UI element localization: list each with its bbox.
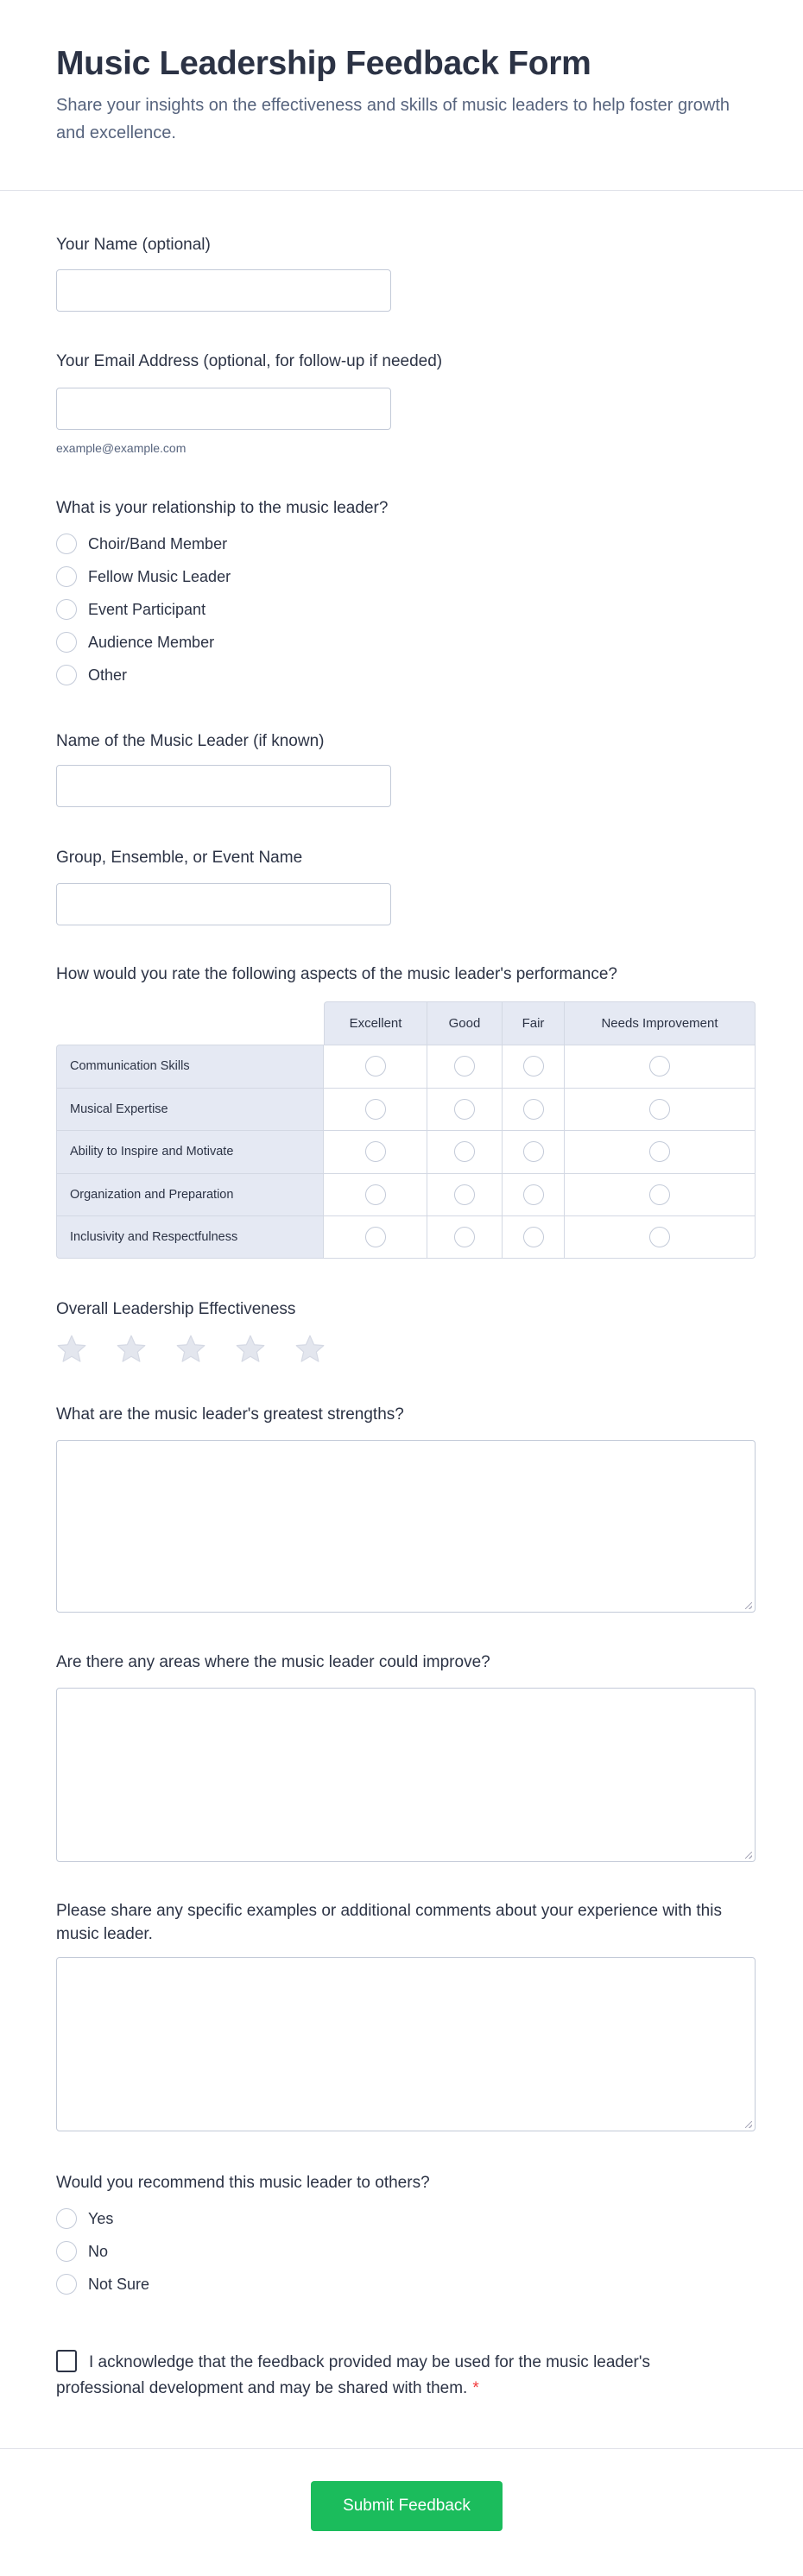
acknowledge-checkbox[interactable] (56, 2350, 77, 2372)
matrix-radio-button[interactable] (365, 1141, 386, 1162)
header-divider (0, 190, 803, 191)
matrix-cell (503, 1173, 565, 1216)
examples-label: Please share any specific examples or additional comments about your experience with this music leader. (56, 1902, 722, 1943)
matrix-radio-button[interactable] (523, 1056, 544, 1076)
matrix-cell (565, 1130, 756, 1173)
resize-handle-icon[interactable] (745, 2121, 752, 2128)
matrix-row (56, 1130, 756, 1173)
radio-button[interactable] (56, 2274, 77, 2295)
matrix-radio-button[interactable] (649, 1227, 670, 1247)
relationship-option[interactable] (56, 664, 127, 686)
improve-textarea[interactable] (56, 1688, 756, 1862)
matrix-radio-button[interactable] (523, 1099, 544, 1120)
matrix-row (56, 1173, 756, 1216)
matrix-cell (324, 1215, 427, 1259)
matrix-radio-button[interactable] (454, 1141, 475, 1162)
improve-label: Are there any areas where the music leader could improve? (56, 1653, 490, 1671)
matrix-column-header: Fair (503, 1001, 565, 1045)
star-rating (56, 1334, 326, 1365)
required-mark: * (472, 2379, 479, 2397)
radio-button[interactable] (56, 2241, 77, 2262)
resize-handle-icon[interactable] (745, 1602, 752, 1609)
matrix-radio-button[interactable] (454, 1227, 475, 1247)
name-label: Your Name (optional) (56, 236, 211, 254)
matrix-cell (565, 1215, 756, 1259)
submit-button[interactable]: Submit Feedback (311, 2481, 503, 2531)
radio-button[interactable] (56, 534, 77, 554)
option-label: Fellow Music Leader (88, 567, 231, 585)
recommend-option[interactable] (56, 2207, 113, 2230)
overall-label: Overall Leadership Effectiveness (56, 1300, 296, 1318)
option-label: Choir/Band Member (88, 534, 228, 552)
matrix-cell (565, 1088, 756, 1131)
matrix-corner (56, 1001, 324, 1045)
matrix-row-label: Communication Skills (56, 1045, 324, 1088)
relationship-option[interactable] (56, 631, 214, 653)
matrix-radio-button[interactable] (365, 1227, 386, 1247)
email-helper: example@example.com (56, 441, 187, 455)
name-input[interactable] (56, 269, 391, 312)
matrix-cell (427, 1130, 503, 1173)
star-icon[interactable] (235, 1334, 266, 1365)
matrix-label: How would you rate the following aspects of the music leader's performance? (56, 965, 617, 983)
strengths-label: What are the music leader's greatest strengths? (56, 1405, 404, 1424)
radio-button[interactable] (56, 665, 77, 685)
matrix-radio-button[interactable] (649, 1184, 670, 1205)
footer-divider (0, 2448, 803, 2449)
strengths-textarea[interactable] (56, 1440, 756, 1613)
page-subtitle: Share your insights on the effectiveness and skills of music leaders to help foster growth and excellence. (56, 96, 730, 142)
acknowledge-text (56, 2350, 661, 2402)
leader-name-input[interactable] (56, 765, 391, 807)
matrix-cell (427, 1173, 503, 1216)
matrix-row-label: Ability to Inspire and Motivate (56, 1130, 324, 1173)
matrix-row (56, 1045, 756, 1088)
recommend-label: Would you recommend this music leader to others? (56, 2174, 430, 2192)
matrix-radio-button[interactable] (649, 1099, 670, 1120)
recommend-option[interactable] (56, 2273, 149, 2295)
option-label: No (88, 2242, 109, 2260)
matrix-header-row (56, 1001, 756, 1045)
option-label: Audience Member (88, 633, 215, 651)
matrix-cell (324, 1045, 427, 1088)
radio-button[interactable] (56, 632, 77, 653)
option-label: Other (88, 666, 128, 684)
option-label: Not Sure (88, 2275, 150, 2293)
relationship-option[interactable] (56, 533, 227, 555)
relationship-label: What is your relationship to the music leader? (56, 499, 389, 517)
matrix-radio-button[interactable] (365, 1056, 386, 1076)
group-input[interactable] (56, 883, 391, 925)
radio-button[interactable] (56, 599, 77, 620)
matrix-cell (503, 1215, 565, 1259)
matrix-radio-button[interactable] (523, 1184, 544, 1205)
option-label: Yes (88, 2209, 114, 2227)
group-label: Group, Ensemble, or Event Name (56, 849, 303, 867)
page-title: Music Leadership Feedback Form (56, 45, 591, 82)
matrix-radio-button[interactable] (365, 1184, 386, 1205)
star-icon[interactable] (116, 1334, 147, 1365)
matrix-cell (324, 1173, 427, 1216)
email-input[interactable] (56, 388, 391, 430)
acknowledge-label: I acknowledge that the feedback provided may be used for the music leader's professional development and may be shared with them. (56, 2353, 651, 2397)
radio-button[interactable] (56, 2208, 77, 2229)
leader-name-label: Name of the Music Leader (if known) (56, 732, 325, 750)
matrix-radio-button[interactable] (523, 1227, 544, 1247)
matrix-cell (503, 1088, 565, 1131)
matrix-cell (427, 1045, 503, 1088)
relationship-option[interactable] (56, 565, 231, 588)
radio-button[interactable] (56, 566, 77, 587)
matrix-radio-button[interactable] (523, 1141, 544, 1162)
matrix-radio-button[interactable] (365, 1099, 386, 1120)
matrix-column-header: Good (427, 1001, 503, 1045)
matrix-cell (427, 1215, 503, 1259)
matrix-radio-button[interactable] (454, 1184, 475, 1205)
recommend-option[interactable] (56, 2240, 108, 2263)
matrix-cell (565, 1045, 756, 1088)
star-icon[interactable] (294, 1334, 326, 1365)
relationship-option[interactable] (56, 598, 205, 621)
matrix-row-label: Organization and Preparation (56, 1173, 324, 1216)
matrix-cell (503, 1130, 565, 1173)
matrix-column-header: Needs Improvement (565, 1001, 756, 1045)
matrix-row (56, 1215, 756, 1259)
matrix-row-label: Inclusivity and Respectfulness (56, 1215, 324, 1259)
option-label: Event Participant (88, 600, 206, 618)
matrix-cell (427, 1088, 503, 1131)
resize-handle-icon[interactable] (745, 1852, 752, 1859)
star-icon[interactable] (175, 1334, 206, 1365)
matrix-cell (324, 1130, 427, 1173)
matrix-cell (565, 1173, 756, 1216)
email-label: Your Email Address (optional, for follow-up if needed) (56, 352, 443, 370)
examples-textarea[interactable] (56, 1957, 756, 2131)
rating-matrix (56, 1001, 756, 1259)
matrix-row (56, 1088, 756, 1131)
matrix-row-label: Musical Expertise (56, 1088, 324, 1131)
matrix-cell (324, 1088, 427, 1131)
star-icon[interactable] (56, 1334, 87, 1365)
matrix-radio-button[interactable] (454, 1099, 475, 1120)
matrix-column-header: Excellent (324, 1001, 427, 1045)
matrix-cell (503, 1045, 565, 1088)
matrix-radio-button[interactable] (454, 1056, 475, 1076)
matrix-radio-button[interactable] (649, 1056, 670, 1076)
matrix-radio-button[interactable] (649, 1141, 670, 1162)
